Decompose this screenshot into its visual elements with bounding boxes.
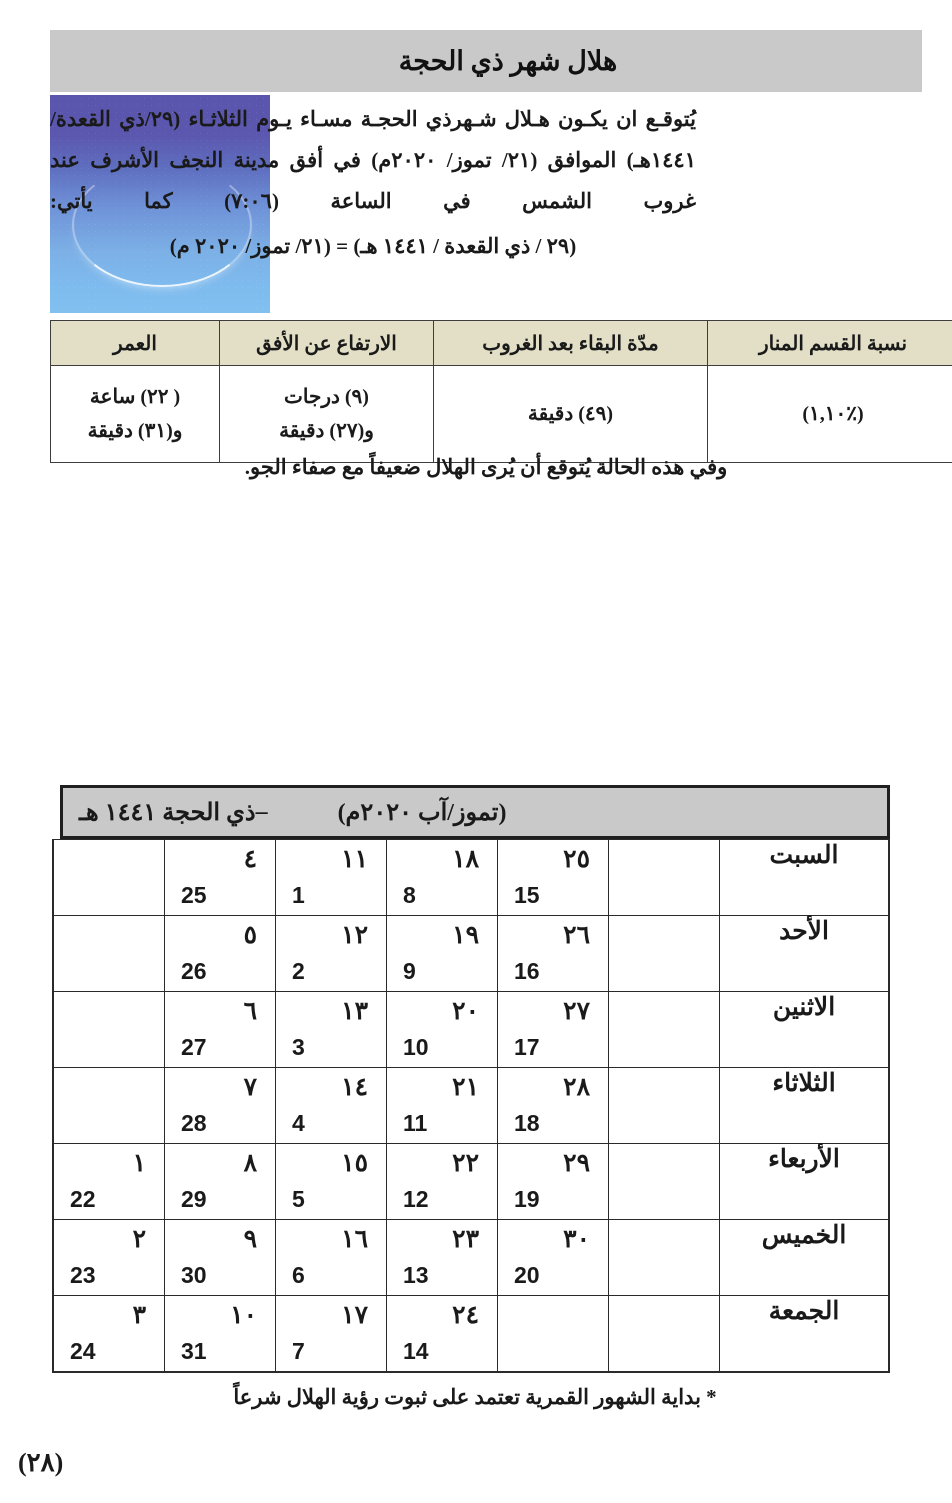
hijri-date-number: ٨ bbox=[243, 1150, 257, 1177]
hijri-date-number: ٢١ bbox=[452, 1074, 479, 1101]
calendar-date-cell bbox=[387, 1068, 498, 1144]
calendar-date-cell bbox=[609, 916, 720, 992]
column-header-altitude: الارتفاع عن الأفق bbox=[220, 321, 434, 366]
calendar-date-cell bbox=[53, 992, 165, 1068]
hijri-date-number: ٢٤ bbox=[452, 1302, 479, 1329]
hijri-date-number: ٤ bbox=[243, 846, 257, 873]
calendar-date-cell bbox=[276, 840, 387, 916]
hijri-date-number: ٣٠ bbox=[563, 1226, 590, 1253]
calendar-date-cell bbox=[609, 992, 720, 1068]
calendar-date-cell bbox=[387, 992, 498, 1068]
hijri-date-number: ١٣ bbox=[341, 998, 368, 1025]
gregorian-date-number: 23 bbox=[70, 1262, 96, 1288]
gregorian-date-number: 24 bbox=[70, 1338, 96, 1364]
gregorian-date-number: 27 bbox=[181, 1034, 207, 1060]
visibility-note: وفي هذه الحالة يُتوقع أن يُرى الهلال ضعيفاً مع صفاء الجو. bbox=[244, 455, 728, 479]
cell-altitude bbox=[220, 366, 434, 463]
calendar-date-cell bbox=[53, 916, 165, 992]
gregorian-date-number: 17 bbox=[514, 1034, 540, 1060]
gregorian-date-number: 16 bbox=[514, 958, 540, 984]
calendar-date-cell bbox=[498, 1068, 609, 1144]
month-calendar-table bbox=[52, 839, 890, 1373]
calendar-date-cell bbox=[609, 1220, 720, 1296]
calendar-date-cell bbox=[165, 992, 276, 1068]
gregorian-date-number: 18 bbox=[514, 1110, 540, 1136]
calendar-section bbox=[60, 785, 890, 1373]
page-title-bar bbox=[50, 30, 922, 92]
table-header-row bbox=[51, 321, 952, 366]
calendar-date-cell bbox=[276, 1220, 387, 1296]
calendar-date-cell bbox=[498, 1144, 609, 1220]
calendar-day-name: الخميس bbox=[720, 1220, 890, 1296]
calendar-date-cell bbox=[387, 1296, 498, 1373]
calendar-date-cell bbox=[609, 1068, 720, 1144]
gregorian-date-number: 9 bbox=[403, 958, 416, 984]
calendar-header bbox=[60, 785, 890, 839]
calendar-date-cell bbox=[387, 916, 498, 992]
calendar-body bbox=[53, 840, 889, 1373]
gregorian-date-number: 6 bbox=[292, 1262, 305, 1288]
page-title: هلال شهر ذي الحجة bbox=[398, 45, 618, 76]
hijri-date-number: ١١ bbox=[341, 846, 368, 873]
calendar-date-cell bbox=[276, 1144, 387, 1220]
calendar-date-cell bbox=[609, 1144, 720, 1220]
cell-moon-age-hours: ( ٢٢) ساعة bbox=[89, 386, 181, 408]
gregorian-date-number: 25 bbox=[181, 882, 207, 908]
gregorian-date-number: 15 bbox=[514, 882, 540, 908]
calendar-date-cell bbox=[387, 1220, 498, 1296]
page-number bbox=[0, 1448, 922, 1478]
calendar-date-cell bbox=[276, 992, 387, 1068]
gregorian-date-number: 20 bbox=[514, 1262, 540, 1288]
gregorian-date-number: 8 bbox=[403, 882, 416, 908]
calendar-date-cell bbox=[498, 916, 609, 992]
calendar-week-row bbox=[53, 992, 889, 1068]
gregorian-date-number: 3 bbox=[292, 1034, 305, 1060]
hijri-date-number: ٦ bbox=[243, 998, 257, 1025]
calendar-date-cell bbox=[276, 1296, 387, 1373]
gregorian-date-number: 12 bbox=[403, 1186, 429, 1212]
forecast-paragraph bbox=[50, 95, 696, 313]
gregorian-date-number: 26 bbox=[181, 958, 207, 984]
calendar-date-cell bbox=[498, 840, 609, 916]
gregorian-date-number: 11 bbox=[403, 1110, 428, 1136]
gregorian-date-number: 14 bbox=[403, 1338, 429, 1364]
calendar-week-row bbox=[53, 1068, 889, 1144]
gregorian-date-number: 2 bbox=[292, 958, 305, 984]
column-header-illuminated-fraction: نسبة القسم المنار bbox=[708, 321, 952, 366]
calendar-date-cell bbox=[165, 840, 276, 916]
hijri-date-number: ١٩ bbox=[452, 922, 479, 949]
gregorian-date-number: 5 bbox=[292, 1186, 305, 1212]
hijri-date-number: ٢٧ bbox=[563, 998, 590, 1025]
calendar-week-row bbox=[53, 1144, 889, 1220]
forecast-paragraph-text: يُتوقـع ان يكـون هـلال شـهرذي الحجـة مسـاء يـوم الثلاثـاء (٢٩/ذي القعدة/١٤٤١هـ) الموافق (٢١/ تموز/ ٢٠٢٠م) في أفق مدينة النجف الأشرف عند غروب الشمس في الساعة (٧:٠٦) كما يأتي: bbox=[50, 107, 696, 213]
hijri-date-number: ٥ bbox=[243, 922, 257, 949]
hijri-date-number: ١٨ bbox=[452, 846, 479, 873]
calendar-week-row bbox=[53, 840, 889, 916]
hijri-date-number: ٧ bbox=[243, 1074, 257, 1101]
calendar-date-cell bbox=[498, 1296, 609, 1373]
calendar-date-cell bbox=[387, 1144, 498, 1220]
gregorian-date-number: 29 bbox=[181, 1186, 207, 1212]
hijri-date-number: ٢٩ bbox=[563, 1150, 590, 1177]
calendar-date-cell bbox=[53, 1220, 165, 1296]
calendar-date-cell bbox=[53, 1068, 165, 1144]
hijri-date-number: ٢٢ bbox=[452, 1150, 479, 1177]
cell-moon-age bbox=[51, 366, 220, 463]
gregorian-date-number: 4 bbox=[292, 1110, 305, 1136]
calendar-date-cell bbox=[276, 916, 387, 992]
intro-section bbox=[50, 95, 922, 313]
calendar-week-row bbox=[53, 1220, 889, 1296]
gregorian-date-number: 30 bbox=[181, 1262, 207, 1288]
calendar-title-separator: – bbox=[255, 798, 268, 825]
calendar-date-cell bbox=[498, 1220, 609, 1296]
gregorian-date-number: 28 bbox=[181, 1110, 207, 1136]
calendar-date-cell bbox=[165, 1068, 276, 1144]
hijri-date-number: ١٥ bbox=[341, 1150, 368, 1177]
hijri-date-number: ١٦ bbox=[341, 1226, 368, 1253]
cell-lag-time: (٤٩) دقيقة bbox=[434, 366, 708, 463]
calendar-day-name: الثلاثاء bbox=[720, 1068, 890, 1144]
calendar-day-name: الجمعة bbox=[720, 1296, 890, 1373]
calendar-date-cell bbox=[276, 1068, 387, 1144]
cell-altitude-minutes: و(٢٧) دقيقة bbox=[279, 420, 374, 442]
calendar-date-cell bbox=[165, 1144, 276, 1220]
column-header-moon-age: العمر bbox=[51, 321, 220, 366]
calendar-date-cell bbox=[165, 916, 276, 992]
calendar-day-name: الأربعاء bbox=[720, 1144, 890, 1220]
hijri-date-number: ٢٦ bbox=[563, 922, 590, 949]
calendar-date-cell bbox=[609, 1296, 720, 1373]
hijri-date-number: ٢٣ bbox=[452, 1226, 479, 1253]
date-equation-line: (٢٩ / ذي القعدة / ١٤٤١ هـ) = (٢١/ تموز/ ٢٠٢٠ م) bbox=[169, 234, 577, 258]
gregorian-date-number: 10 bbox=[403, 1034, 429, 1060]
hijri-date-number: ٢٠ bbox=[452, 998, 479, 1025]
calendar-date-cell bbox=[165, 1296, 276, 1373]
hijri-date-number: ٢٨ bbox=[563, 1074, 590, 1101]
calendar-date-cell bbox=[165, 1220, 276, 1296]
calendar-date-cell bbox=[609, 840, 720, 916]
calendar-date-cell bbox=[53, 1296, 165, 1373]
gregorian-date-number: 22 bbox=[70, 1186, 96, 1212]
hijri-date-number: ٢٥ bbox=[563, 846, 590, 873]
calendar-hijri-title: ذي الحجة ١٤٤١ هـ bbox=[79, 799, 256, 826]
calendar-day-name: الاثنين bbox=[720, 992, 890, 1068]
gregorian-date-number: 19 bbox=[514, 1186, 540, 1212]
hijri-date-number: ١ bbox=[132, 1150, 146, 1177]
column-header-lag-time: مدّة البقاء بعد الغروب bbox=[434, 321, 708, 366]
gregorian-date-number: 31 bbox=[181, 1338, 207, 1364]
cell-illuminated-fraction: (٪١,١٠) bbox=[708, 366, 952, 463]
calendar-date-cell bbox=[53, 840, 165, 916]
lunar-month-footnote: * بداية الشهور القمرية تعتمد على ثبوت رؤية الهلال شرعاً bbox=[233, 1385, 717, 1409]
cell-moon-age-minutes: و(٣١) دقيقة bbox=[87, 420, 183, 442]
hijri-date-number: ١٧ bbox=[341, 1302, 368, 1329]
hijri-date-number: ٩ bbox=[243, 1226, 257, 1253]
table-row bbox=[51, 366, 952, 463]
calendar-date-cell bbox=[53, 1144, 165, 1220]
hijri-date-number: ١٢ bbox=[341, 922, 368, 949]
gregorian-date-number: 13 bbox=[403, 1262, 429, 1288]
page-number-value: (٢٨) bbox=[18, 1448, 64, 1477]
calendar-gregorian-title: (تموز/آب ٢٠٢٠م) bbox=[337, 799, 507, 826]
calendar-day-name: الأحد bbox=[720, 916, 890, 992]
gregorian-date-number: 1 bbox=[292, 882, 305, 908]
hijri-date-number: ١٤ bbox=[341, 1074, 368, 1101]
cell-altitude-degrees: (٩) درجات bbox=[284, 386, 369, 408]
hijri-date-number: ٢ bbox=[132, 1226, 146, 1253]
calendar-week-row bbox=[53, 916, 889, 992]
calendar-day-name: السبت bbox=[720, 840, 890, 916]
hijri-date-number: ١٠ bbox=[230, 1302, 257, 1329]
calendar-date-cell bbox=[387, 840, 498, 916]
calendar-week-row bbox=[53, 1296, 889, 1373]
calendar-date-cell bbox=[498, 992, 609, 1068]
gregorian-date-number: 7 bbox=[292, 1338, 305, 1364]
hijri-date-number: ٣ bbox=[132, 1302, 146, 1329]
crescent-data-table bbox=[50, 320, 952, 463]
